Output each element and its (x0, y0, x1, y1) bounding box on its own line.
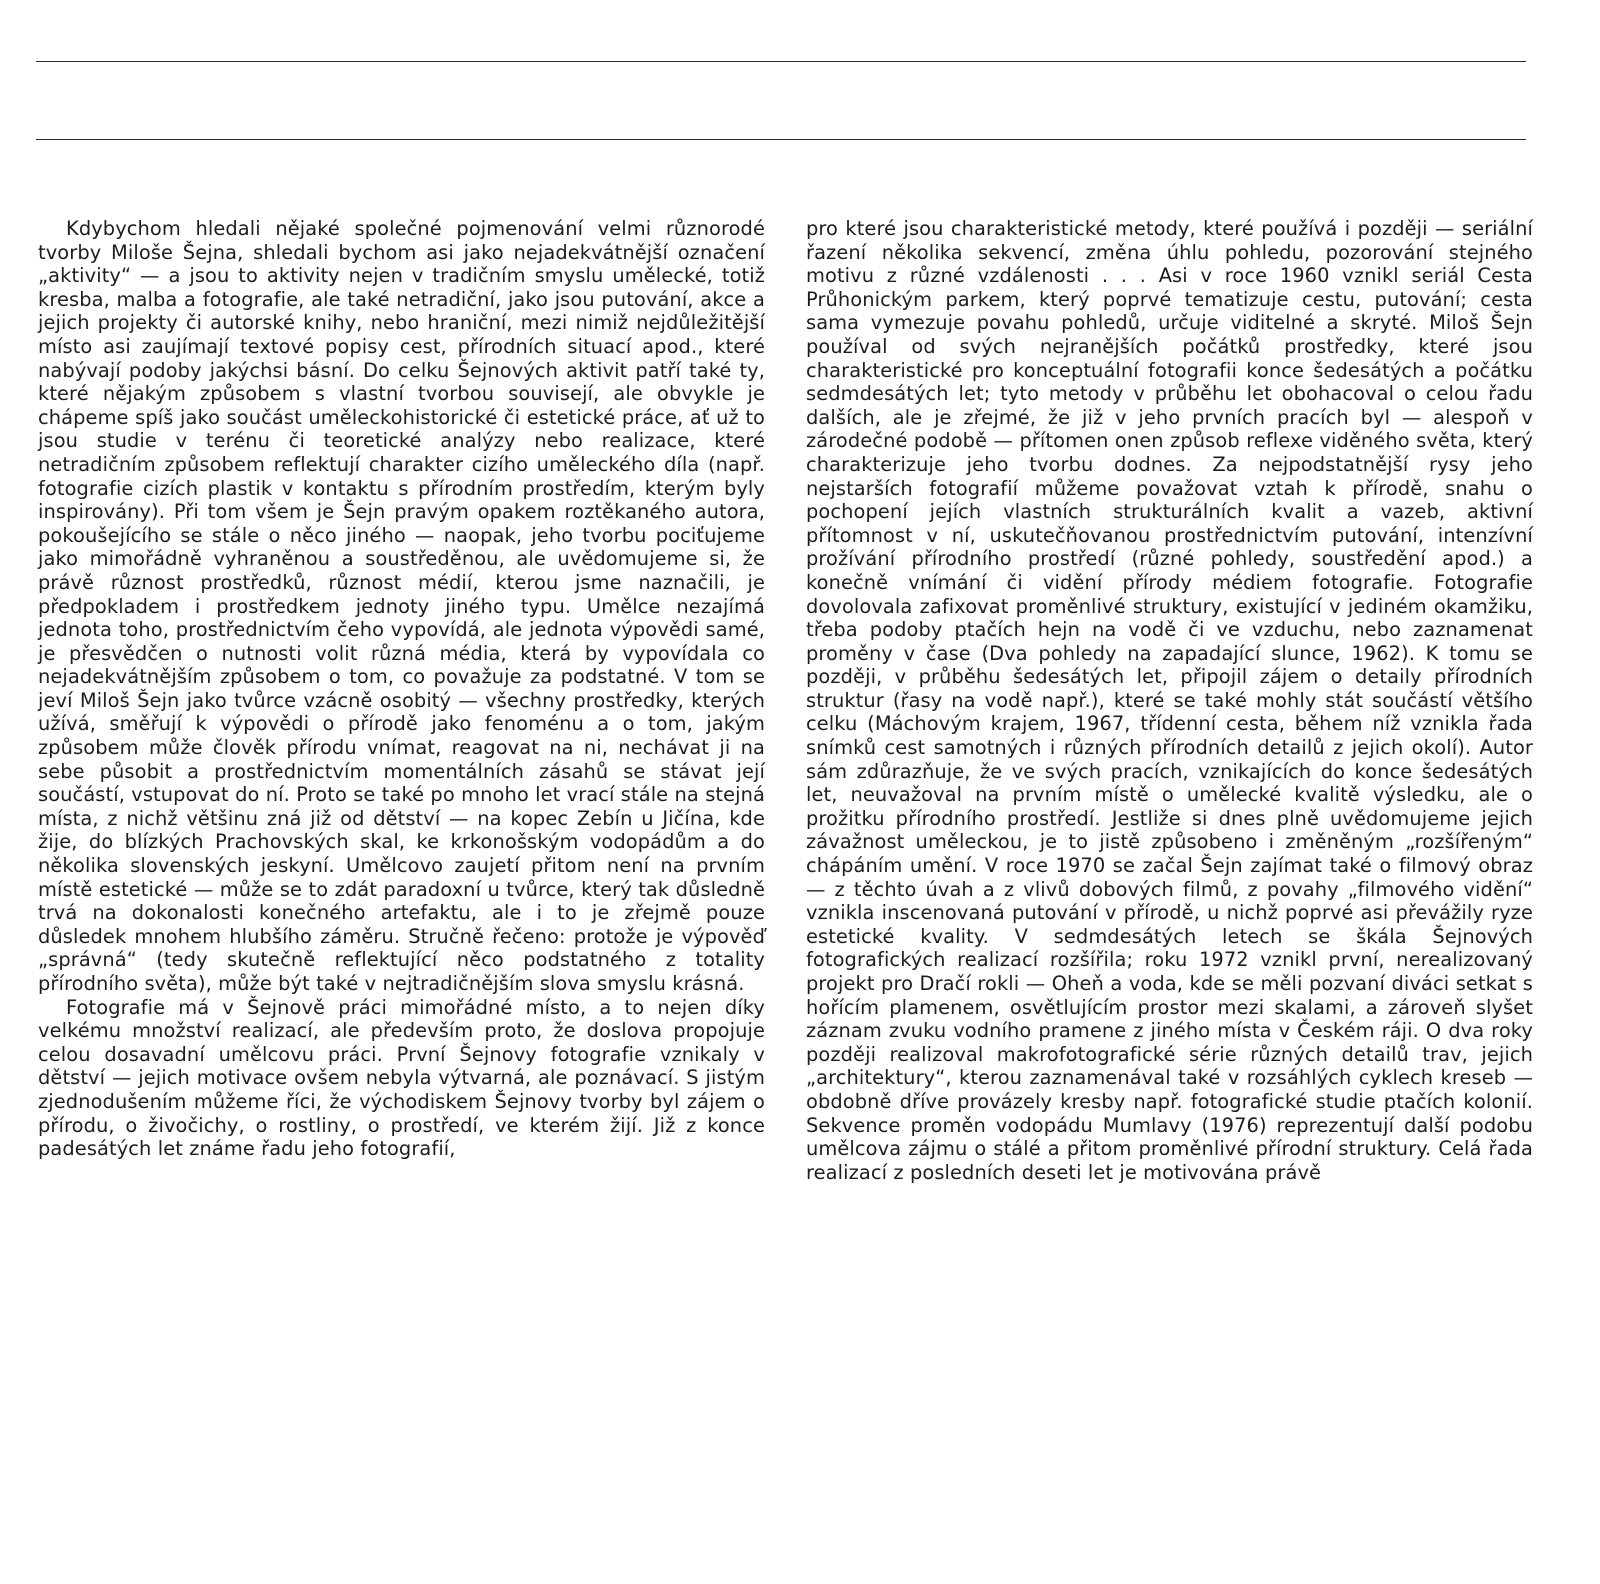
right-column (806, 217, 1533, 1184)
top-rule (36, 61, 1526, 62)
paragraph: Fotografie má v Šejnově práci mimořádné místo, a to nejen díky velkému množství realizací, ale především proto, že doslova propojuje celou dosavadní umělcovu práci. První Šejnovy fotografie vznikaly v dětství — jejich motivace ovšem nebyla výtvarná, ale poznávací. S jistým zjednodušením můžeme říci, že východiskem Šejnovy tvorby byl zájem o přírodu, o živočichy, o rostliny, o prostředí, ve kterém žijí. Již z konce padesátých let známe řadu jeho fotografií, (38, 995, 765, 1161)
second-rule (36, 139, 1526, 140)
paragraph: pro které jsou charakteristické metody, které používá i později — seriální řazení několika sekvencí, změna úhlu pohledu, pozorování stejného motivu z různé vzdálenosti . . . Asi v roce 1960 vznikl seriál Cesta Průhonickým parkem, který poprvé tematizuje cestu, putování; cesta sama vymezuje povahu pohledů, určuje viditelné a skryté. Miloš Šejn používal od svých nejranějších počátků prostředky, které jsou charakteristické pro konceptuální fotografii konce šedesátých a počátku sedmdesátých let; tyto metody v průběhu let obohacoval o celou řadu dalších, ale je zřejmé, že již v jeho prvních pracích byl — alespoň v zárodečné podobě — přítomen onen způsob reflexe viděného světa, který charakterizuje jeho tvorbu dodnes. Za nejpodstatnější rysy jeho nejstarších fotografií můžeme považovat vztah k přírodě, snahu o pochopení jejích vlastních strukturálních kvalit a vazeb, aktivní přítomnost v ní, uskutečňovanou prostřednictvím putování, intenzívní prožívání přírodního prostředí (různé pohledy, soustředění apod.) a konečně vnímání či vidění přírody médiem fotografie. Fotografie dovolovala zafixovat proměnlivé struktury, existující v jediném okamžiku, třeba podoby ptačích hejn na vodě či ve vzduchu, nebo zaznamenat proměny v čase (Dva pohledy na zapadající slunce, 1962). K tomu se později, v průběhu šedesátých let, připojil zájem o detaily přírodních struktur (řasy na vodě např.), které se také mohly stát součástí většího celku (Máchovým krajem, 1967, třídenní cesta, během níž vznikla řada snímků cest samotných i různých přírodních detailů z jejich okolí). Autor sám zdůrazňuje, že ve svých pracích, vznikajících do konce šedesátých let, neuvažoval na prvním místě o umělecké kvalitě výsledku, ale o prožitku přírodního prostředí. Jestliže si dnes plně uvědomujeme jejich závažnost uměleckou, je to jistě způsobeno i změněným „rozšířeným“ chápáním umění. V roce 1970 se začal Šejn zajímat také o filmový obraz — z těchto úvah a z vlivů dobových filmů, z povahy „filmového vidění“ vznikla inscenovaná putování v přírodě, u nichž poprvé asi převážily ryze estetické kvality. V sedmdesátých letech se škála Šejnových fotografických realizací rozšířila; roku 1972 vznikl první, nerealizovaný projekt pro Dračí rokli — Oheň a voda, kde se měli pozvaní diváci setkat s hořícím plamenem, osvětlujícím prostor mezi skalami, a zároveň slyšet záznam zvuku vodního pramene z jiného místa v Českém ráji. O dva roky později realizoval makrofotografické série různých detailů trav, jejich „architektury“, kterou zaznamenával také v rozsáhlých cyklech kreseb — obdobně dříve provázely kresby např. fotografické studie ptačích kolonií. Sekvence proměn vodopádu Mumlavy (1976) reprezentují další podobu umělcova zájmu o stálé a přitom proměnlivé přírodní struktury. Celá řada realizací z posledních deseti let je motivována právě (806, 217, 1533, 1184)
left-column (38, 217, 765, 1161)
paragraph: Kdybychom hledali nějaké společné pojmenování velmi různorodé tvorby Miloše Šejna, shledali bychom asi jako nejadekvátnější označení „aktivity“ — a jsou to aktivity nejen v tradičním smyslu umělecké, totiž kresba, malba a fotografie, ale také netradiční, jako jsou putování, akce a jejich projekty či autorské knihy, nebo hraniční, mezi nimiž nejdůležitější místo asi zaujímají textové popisy cest, přírodních situací apod., které nabývají podoby jakýchsi básní. Do celku Šejnových aktivit patří také ty, které nějakým způsobem s vlastní tvorbou souvisejí, ale obvykle je chápeme spíš jako součást uměleckohistorické či estetické práce, ať už to jsou studie v terénu či teoretické analýzy nebo realizace, které netradičním způsobem reflektují charakter cizího uměleckého díla (např. fotografie cizích plastik v kontaktu s přírodním prostředím, kterým byly inspirovány). Při tom všem je Šejn pravým opakem roztěkaného autora, pokoušejícího se stále o něco jiného — naopak, jeho tvorbu pociťujeme jako mimořádně vyhraněnou a soustředěnou, ale uvědomujeme si, že právě různost prostředků, různost médií, kterou jsme naznačili, je předpokladem i prostředkem jednoty jiného typu. Umělce nezajímá jednota toho, prostřednictvím čeho vypovídá, ale jednota výpovědi samé, je přesvědčen o nutnosti volit různá média, která by vypovídala co nejadekvátnějším způsobem o tom, co považuje za podstatné. V tom se jeví Miloš Šejn jako tvůrce vzácně osobitý — všechny prostředky, kterých užívá, směřují k výpovědi o přírodě jako fenoménu a o tom, jakým způsobem může člověk přírodu vnímat, reagovat na ni, nechávat ji na sebe působit a prostřednictvím momentálních zásahů se stávat její součástí, vstupovat do ní. Proto se také po mnoho let vrací stále na stejná místa, z nichž většinu zná již od dětství — na kopec Zebín u Jičína, kde žije, do blízkých Prachovských skal, ke krkonošským vodopádům a do několika slovenských jeskyní. Umělcovo zaujetí přitom není na prvním místě estetické — může se to zdát paradoxní u tvůrce, který tak důsledně trvá na dokonalosti konečného artefaktu, ale i to je zřejmě pouze důsledek mnohem hlubšího záměru. Stručně řečeno: protože je výpověď „správná“ (tedy skutečně reflektující něco podstatného z totality přírodního světa), může být také v nejtradičnějším slova smyslu krásná. (38, 217, 765, 995)
